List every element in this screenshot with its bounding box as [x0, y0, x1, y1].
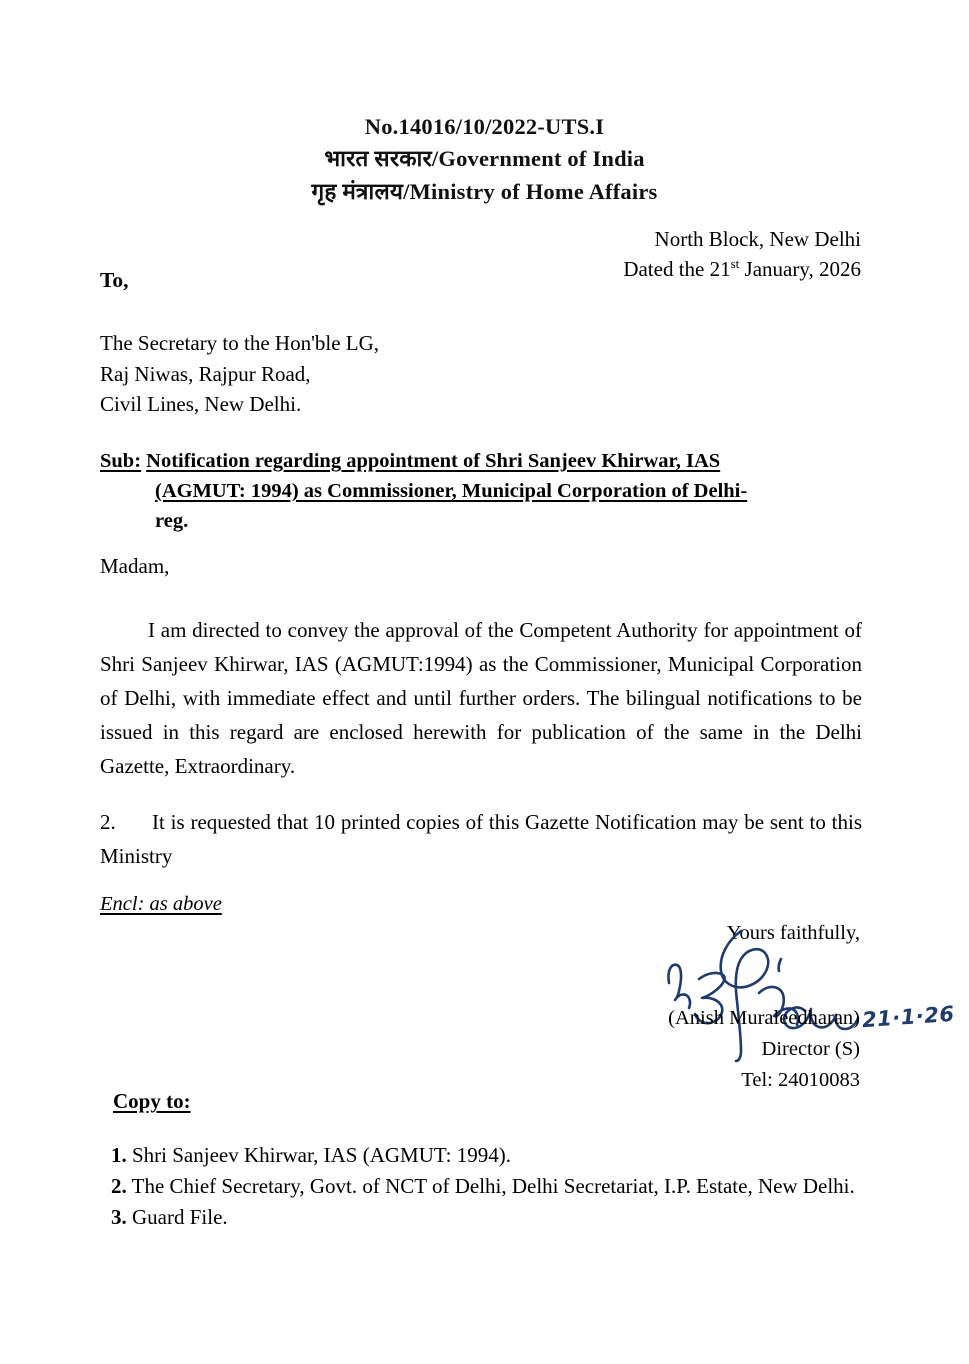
addressee-block: [100, 328, 379, 420]
enclosure-note: Encl: as above: [100, 893, 222, 915]
signatory-details: [520, 1003, 860, 1096]
subject-label: Sub:: [100, 450, 142, 472]
copy-to-item-number: 1.: [111, 1143, 127, 1167]
valediction: Yours faithfully,: [726, 922, 860, 944]
handwritten-date: 21·1·26: [861, 1001, 956, 1033]
letterhead: [0, 112, 969, 208]
date-ordinal-suffix: st: [730, 256, 740, 271]
signatory-designation: Director (S): [761, 1038, 860, 1060]
copy-to-item-text: The Chief Secretary, Govt. of NCT of Delhi, Delhi Secretariat, I.P. Estate, New Delhi.: [131, 1174, 855, 1198]
subject-line-2: (AGMUT: 1994) as Commissioner, Municipal Corporation of Delhi-: [155, 480, 748, 502]
copy-to-item: [111, 1171, 871, 1202]
copy-to-list: [111, 1140, 871, 1233]
addressee-line-1: The Secretary to the Hon'ble LG,: [100, 331, 380, 355]
copy-to-item: [111, 1202, 871, 1233]
subject-line-3: reg.: [155, 510, 189, 532]
place-and-date: [623, 224, 861, 284]
government-of-india-line: भारत सरकार/Government of India: [324, 146, 645, 171]
reference-number: No.14016/10/2022-UTS.I: [364, 114, 605, 139]
signatory-telephone: Tel: 24010083: [741, 1069, 860, 1091]
copy-to-item-text: Shri Sanjeev Khirwar, IAS (AGMUT: 1994).: [132, 1143, 511, 1167]
paragraph-2-text: It is requested that 10 printed copies of this Gazette Notification may be sent to this Ministry: [100, 810, 862, 868]
subject-line-1: Notification regarding appointment of Shri Sanjeev Khirwar, IAS: [146, 450, 721, 472]
addressee-line-2: Raj Niwas, Rajpur Road,: [100, 361, 311, 386]
salutation: Madam,: [100, 554, 170, 578]
copy-to-item-number: 3.: [111, 1205, 127, 1229]
place-line: North Block, New Delhi: [654, 227, 861, 251]
copy-to-item: [111, 1140, 871, 1171]
to-label: To,: [100, 268, 129, 292]
ministry-of-home-affairs-line: गृह मंत्रालय/Ministry of Home Affairs: [311, 179, 658, 204]
copy-to-item-number: 2.: [111, 1174, 127, 1198]
date-line: [623, 254, 861, 284]
signatory-name: (Anish Muraleedharan): [668, 1007, 860, 1029]
date-prefix: Dated the 21: [623, 257, 731, 281]
copy-to-item-text: Guard File.: [132, 1205, 228, 1229]
body-paragraph-1: I am directed to convey the approval of the Competent Authority for appointment of Shri Sanjeev Khirwar, IAS (AGMUT:1994) as the Commissioner, Municipal Corporation of Delhi, with immediate effect and until further orders. The bilingual notifications to be issued in this regard are enclosed herewith for publication of the same in the Delhi Gazette, Extraordinary.: [100, 618, 862, 778]
date-suffix: January, 2026: [739, 257, 861, 281]
subject-block: [100, 446, 868, 536]
paragraph-2-number: 2.: [100, 810, 116, 834]
addressee-line-3: Civil Lines, New Delhi.: [100, 392, 302, 416]
body-paragraph-2: [100, 805, 862, 873]
copy-to-heading: Copy to:: [113, 1089, 191, 1113]
